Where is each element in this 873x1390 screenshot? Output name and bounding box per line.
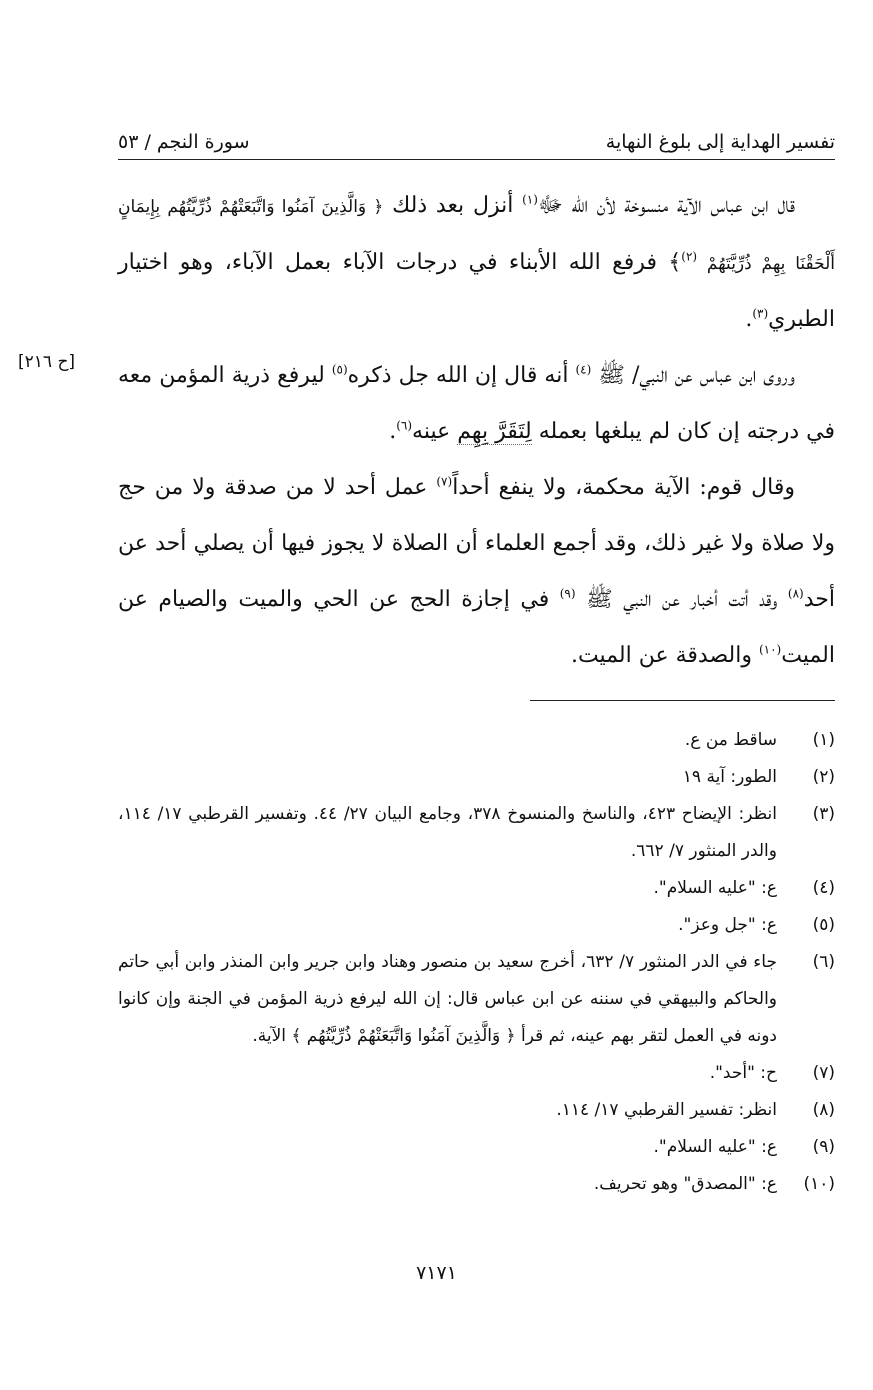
footnote-number: (٧) — [812, 1063, 835, 1083]
footnote-item — [118, 796, 835, 870]
p3-text-d: في إجازة الحج عن الحي والميت والصيام عن الميت — [118, 587, 835, 668]
p2-text-c: ليرفع ذرية المؤمن معه في درجته إن كان لم يبلغها بعمله — [118, 363, 835, 444]
p3-text-c: وقد أتت أخبار عن النبي ﷺ — [575, 587, 788, 612]
p3-text-b: عمل أحد لا من صدقة ولا من حج ولا صلاة ولا غير ذلك، وقد أجمع العلماء أن الصلاة لا يجوز فيها أن يصلي أحد عن أحد — [118, 475, 835, 612]
p1-text-b: أنزل بعد ذلك — [383, 193, 523, 218]
footnote-text: ع: "عليه السلام". — [653, 1137, 777, 1157]
footnote-ref-1[interactable]: (١) — [522, 192, 538, 207]
paragraph-1 — [118, 178, 835, 348]
footnote-ref-8[interactable]: (٨) — [787, 586, 804, 601]
footnote-ref-2[interactable]: (٢) — [681, 249, 698, 264]
p2-text-a: وروى ابن عباس عن النبي/ ﷺ — [591, 363, 795, 388]
p3-text-a: وقال قوم: الآية محكمة، ولا ينفع أحداً — [452, 475, 795, 500]
footnote-number: (٦) — [812, 952, 835, 972]
footnote-item — [118, 1055, 835, 1092]
footnote-item — [118, 870, 835, 907]
footnote-text: ع: "عليه السلام". — [653, 878, 777, 898]
quran-verse: ﴿ وَالَّذِينَ آمَنُوا وَاتَّبَعَتْهُمْ ذُرِّيَّتُهُم بِإِيمَانٍ أَلْحَقْنَا بِهِمْ ذُرِّيَّتَهُمْ — [118, 197, 835, 274]
footnote-number: (٨) — [812, 1100, 835, 1120]
footnote-number: (٤) — [812, 878, 835, 898]
main-text — [118, 178, 835, 684]
footnote-number: (٥) — [812, 915, 835, 935]
footnote-ref-7[interactable]: (٧) — [436, 474, 453, 489]
footnote-item — [118, 1092, 835, 1129]
p2-text-e: . — [389, 419, 397, 444]
p2-text-b: أنه قال إن الله جل ذكره — [347, 363, 576, 388]
footnote-text: ع: "المصدق" وهو تحريف. — [593, 1174, 777, 1194]
footnotes-list — [118, 722, 835, 1203]
footnote-item — [118, 944, 835, 1055]
footnote-item — [118, 1129, 835, 1166]
footnote-number: (١) — [812, 730, 835, 750]
footnote-text: ع: "جل وعز". — [678, 915, 777, 935]
p1-text-d: . — [745, 307, 753, 332]
footnote-ref-9[interactable]: (٩) — [559, 586, 576, 601]
footnote-number: (٣) — [812, 804, 835, 824]
footnote-text: ح: "أحد". — [709, 1063, 777, 1083]
manuscript-margin-note: [ح ٢١٦] — [18, 352, 76, 372]
footnote-separator — [530, 700, 835, 701]
footnote-item — [118, 759, 835, 796]
footnote-ref-6[interactable]: (٦) — [396, 418, 413, 433]
footnote-ref-5[interactable]: (٥) — [331, 362, 348, 377]
paragraph-3 — [118, 460, 835, 684]
running-header — [118, 120, 835, 160]
p3-text-e: والصدقة عن الميت. — [570, 643, 759, 668]
footnote-ref-4[interactable]: (٤) — [575, 362, 592, 377]
footnote-item — [118, 907, 835, 944]
footnote-text: الطور: آية ١٩ — [682, 767, 777, 787]
footnote-text: انظر: تفسير القرطبي ١٧/ ١١٤. — [556, 1100, 777, 1120]
surah-title: سورة النجم / ٥٣ — [118, 131, 250, 153]
page-number: ٧١٧١ — [416, 1262, 457, 1284]
paragraph-2 — [118, 348, 835, 460]
p2-highlight: لِتَقَرَّ بِهِم — [457, 419, 532, 444]
p1-text-c: ﴾ فرفع الله الأبناء في درجات الآباء بعمل الآباء، وهو اختيار الطبري — [118, 250, 835, 332]
footnote-number: (١٠) — [803, 1174, 835, 1194]
footnote-item — [118, 722, 835, 759]
p2-text-d: عينه — [412, 419, 458, 444]
footnote-item — [118, 1166, 835, 1203]
footnote-text: جاء في الدر المنثور ٧/ ٦٣٢، أخرج سعيد بن منصور وهناد وابن جرير وابن المنذر وابن أبي حاتم والحاكم والبيهقي في سننه عن ابن عباس قال: إن الله ليرفع ذرية المؤمن في الجنة وإن كانوا دونه في العمل لتقر بهم عينه، ثم قرأ ﴿ وَالَّذِينَ آمَنُوا وَاتَّبَعَتْهُمْ ذُرِّيَّتُهُم ﴾ الآية. — [118, 952, 777, 1046]
footnote-text: ساقط من ع. — [684, 730, 777, 750]
footnote-text: انظر: الإيضاح ٤٢٣، والناسخ والمنسوخ ٣٧٨، وجامع البيان ٢٧/ ٤٤. وتفسير القرطبي ١٧/ ١١٤، والدر المنثور ٧/ ٦٦٢. — [118, 804, 777, 861]
footnote-ref-10[interactable]: (١٠) — [758, 642, 782, 657]
footnote-number: (٢) — [812, 767, 835, 787]
footnote-number: (٩) — [812, 1137, 835, 1157]
p1-text-a: قال ابن عباس الآية منسوخة لأن الله ﷻ — [537, 193, 796, 218]
footnote-ref-3[interactable]: (٣) — [752, 306, 769, 321]
book-title: تفسير الهداية إلى بلوغ النهاية — [605, 131, 835, 153]
